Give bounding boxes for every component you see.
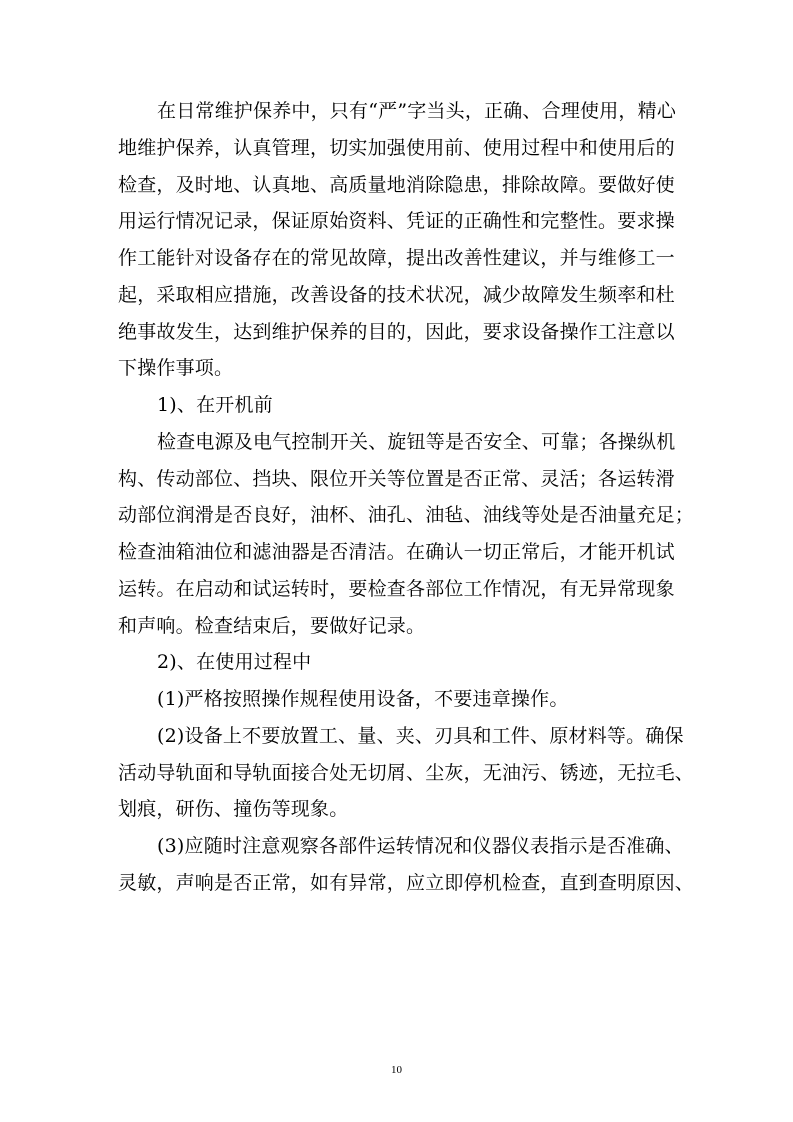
- list-item-3: (3)应随时注意观察各部件运转情况和仪器仪表指示是否准确、: [157, 835, 684, 857]
- paragraph-line: 构、传动部位、挡块、限位开关等位置是否正常、灵活；各运转滑: [118, 467, 675, 490]
- paragraph-line: 在日常维护保养中，只有“严”字当头，正确、合理使用，精心: [157, 100, 677, 122]
- paragraph-line: 下操作事项。: [118, 357, 234, 380]
- paragraph-line: 检查，及时地、认真地、高质量地消除隐患，排除故障。要做好使: [118, 173, 675, 196]
- section-heading-during-use: 2)、在使用过程中: [157, 651, 312, 674]
- section-heading-before-start: 1)、在开机前: [157, 394, 273, 416]
- paragraph-line: 检查油箱油位和滤油器是否清洁。在确认一切正常后，才能开机试: [118, 541, 675, 563]
- list-item-1: (1)严格按照操作规程使用设备，不要违章操作。: [157, 688, 569, 710]
- paragraph-line: 用运行情况记录，保证原始资料、凭证的正确性和完整性。要求操: [118, 210, 675, 233]
- paragraph-line: 动部位润滑是否良好，油杯、油孔、油毡、油线等处是否油量充足；: [118, 504, 695, 527]
- paragraph-line: 起，采取相应措施，改善设备的技术状况，减少故障发生频率和杜: [118, 283, 675, 306]
- paragraph-line: 活动导轨面和导轨面接合处无切屑、尘灰，无油污、锈迹，无拉毛、: [118, 761, 695, 784]
- paragraph-line: 灵敏，声响是否正常，如有异常，应立即停机检查，直到查明原因、: [118, 871, 695, 894]
- paragraph-line: 检查电源及电气控制开关、旋钮等是否安全、可靠；各操纵机: [157, 430, 676, 453]
- body-text: [118, 93, 695, 902]
- paragraph-line: 运转。在启动和试运转时，要检查各部位工作情况，有无异常现象: [118, 577, 675, 600]
- paragraph-line: 作工能针对设备存在的常见故障，提出改善性建议，并与维修工一: [118, 247, 675, 269]
- list-item-2: (2)设备上不要放置工、量、夹、刃具和工件、原材料等。确保: [157, 724, 684, 747]
- page-number: 10: [391, 1064, 402, 1076]
- paragraph-line: 地维护保养，认真管理，切实加强使用前、使用过程中和使用后的: [118, 136, 675, 159]
- paragraph-line: 和声响。检查结束后，要做好记录。: [118, 614, 426, 637]
- paragraph-line: 划痕，研伤、撞伤等现象。: [118, 798, 349, 821]
- paragraph-line: 绝事故发生，达到维护保养的目的，因此，要求设备操作工注意以: [118, 320, 675, 343]
